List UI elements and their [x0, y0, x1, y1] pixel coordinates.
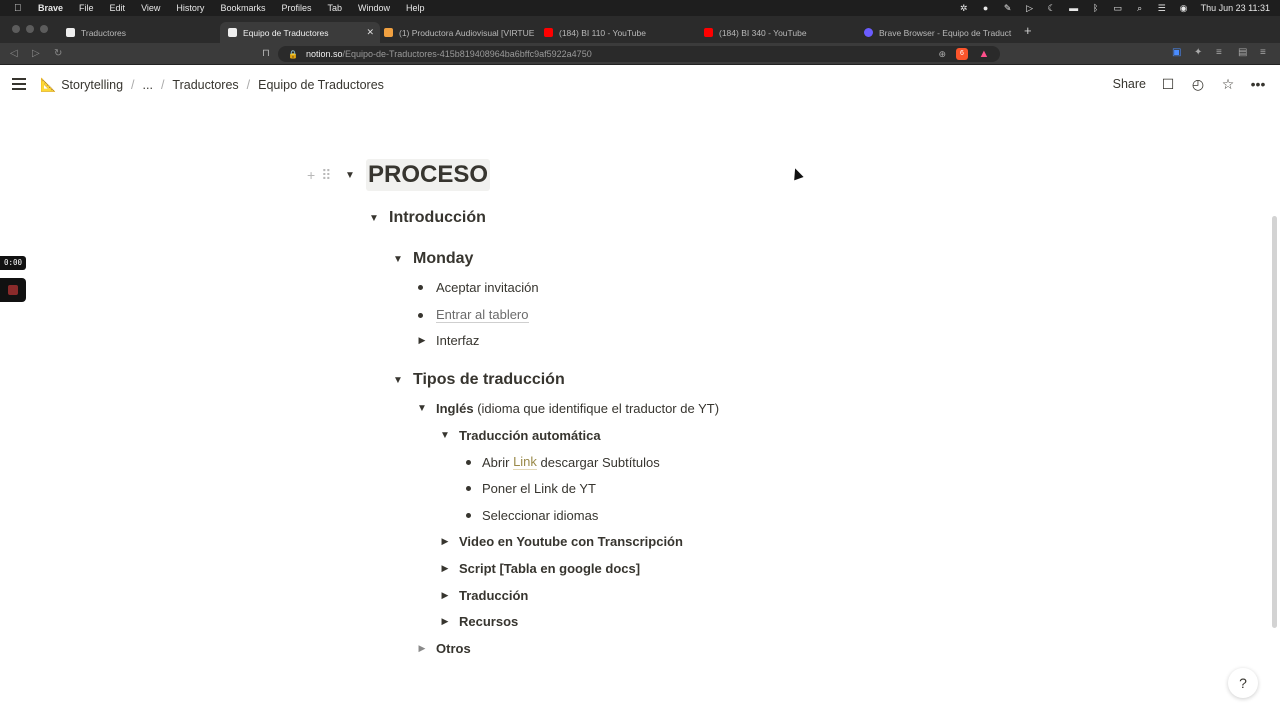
list-item [418, 280, 539, 295]
lock-icon: 🔒 [288, 49, 298, 59]
toggle-video-youtube [439, 534, 683, 549]
toggle-triangle-icon[interactable]: ▼ [393, 253, 403, 265]
menu-app-name[interactable]: Brave [38, 3, 64, 13]
heading-text[interactable]: Introducción [389, 209, 486, 226]
breadcrumb-separator: / [160, 78, 165, 92]
list-item-text[interactable]: Aceptar invitación [436, 280, 539, 295]
tab-productora-audiovisual[interactable] [376, 22, 536, 43]
siri-icon[interactable]: ◉ [1179, 3, 1188, 13]
toggle-text[interactable]: Video en Youtube con Transcripción [459, 534, 683, 549]
heading-monday [392, 250, 473, 268]
list-item [418, 307, 529, 323]
zoom-icon[interactable]: ⊕ [938, 48, 946, 59]
menu-icon[interactable]: ≡ [1260, 47, 1266, 58]
gear-icon[interactable]: ✲ [959, 3, 968, 13]
toggle-collapsed-icon[interactable]: ▶ [441, 536, 449, 546]
add-block-icon[interactable]: + [307, 167, 316, 183]
moon-icon[interactable]: ☾ [1047, 3, 1056, 13]
bookmark-icon[interactable]: ⊓ [262, 48, 270, 59]
play-icon[interactable]: ▷ [1026, 3, 1034, 13]
breadcrumb-separator: / [246, 78, 251, 92]
toggle-collapsed-icon[interactable]: ▶ [441, 563, 449, 573]
breadcrumb-ellipsis[interactable]: ... [142, 78, 153, 92]
close-tab-icon[interactable]: ✕ [366, 27, 374, 37]
toggle-text[interactable]: Script [Tabla en google docs] [459, 561, 641, 576]
wallet-icon[interactable]: ▤ [1238, 47, 1248, 58]
search-icon[interactable]: ⌕ [1137, 3, 1143, 13]
tab-strip [0, 16, 1280, 43]
page-link[interactable]: Entrar al tablero [436, 307, 529, 322]
page-emoji-icon: 📐 [40, 77, 57, 92]
tab-label: Brave Browser - Equipo de Traduct [879, 27, 1012, 38]
tab-label: Equipo de Traductores [243, 27, 329, 38]
toggle-text[interactable]: (idioma que identifique el traductor de YT) [473, 401, 720, 416]
list-item-text[interactable]: Abrir [482, 454, 514, 470]
menu-file[interactable]: File [79, 3, 94, 13]
notion-topbar [0, 66, 1280, 104]
youtube-icon [544, 28, 553, 37]
menu-bookmarks[interactable]: Bookmarks [220, 3, 266, 13]
toggle-collapsed-icon[interactable]: ▶ [418, 643, 426, 653]
apple-icon[interactable] [14, 3, 26, 14]
tab-label: (184) BI 110 - YouTube [559, 27, 646, 38]
list-item [466, 481, 596, 496]
tab-equipo-de-traductores[interactable] [220, 22, 380, 43]
toggle-text[interactable]: Recursos [459, 614, 519, 629]
battery-icon[interactable]: ▭ [1113, 3, 1122, 13]
menu-view[interactable]: View [141, 3, 161, 13]
breadcrumb-storytelling[interactable]: Storytelling [61, 78, 124, 92]
toggle-triangle-icon[interactable]: ▼ [393, 374, 403, 386]
translate-icon[interactable]: ▣ [1172, 47, 1182, 58]
forward-icon[interactable]: ▷ [32, 48, 40, 59]
bullet-icon [466, 486, 471, 491]
drag-handle-icon[interactable]: ⠿ [321, 167, 332, 183]
help-button[interactable]: ? [1228, 668, 1258, 698]
breadcrumb-equipo[interactable]: Equipo de Traductores [258, 78, 384, 92]
menu-help[interactable]: Help [406, 3, 425, 13]
zoom-window-button[interactable] [40, 25, 48, 33]
brave-shield-icon[interactable]: 6 [956, 48, 968, 60]
bluetooth-icon[interactable]: ᛒ [1092, 3, 1099, 13]
pen-icon[interactable]: ✎ [1003, 3, 1012, 13]
bullet-icon [466, 513, 471, 518]
breadcrumb-traductores[interactable]: Traductores [172, 78, 239, 92]
link[interactable]: Link [513, 454, 537, 469]
grammarly-icon[interactable]: ● [982, 3, 989, 13]
status-icons [959, 0, 1270, 16]
toggle-text[interactable]: Traducción [459, 588, 529, 603]
extensions-icon[interactable]: ✦ [1194, 47, 1203, 58]
heading-introduccion [368, 209, 486, 227]
macos-menubar [0, 0, 1280, 16]
toggle-script [439, 561, 640, 576]
address-bar-row [0, 43, 1280, 65]
notion-icon [228, 28, 237, 37]
url-path: /Equipo-de-Traductores-415b819408964ba6bffc9af5922a4750 [342, 49, 592, 59]
tab-bi-340-youtube[interactable] [696, 22, 856, 43]
page-title[interactable]: PROCESO [366, 159, 490, 191]
star-icon[interactable]: ☆ [1221, 76, 1235, 92]
heading-proceso [344, 159, 490, 191]
history-clock-icon[interactable]: ◴ [1191, 76, 1205, 92]
toggle-text-bold[interactable]: Inglés [436, 401, 474, 416]
toggle-text[interactable]: Interfaz [436, 333, 480, 348]
tab-label: Traductores [81, 27, 127, 38]
list-item [466, 508, 598, 523]
toggle-collapsed-icon[interactable]: ▶ [441, 590, 449, 600]
list-item-text[interactable]: Poner el Link de YT [482, 481, 596, 496]
menu-tab[interactable]: Tab [327, 3, 342, 13]
toggle-recursos [439, 614, 518, 629]
close-window-button[interactable] [12, 25, 20, 33]
clock[interactable]: Thu Jun 23 11:31 [1200, 3, 1270, 13]
drive-icon [384, 28, 393, 37]
sidebar-toggle-icon[interactable] [12, 78, 26, 90]
new-tab-button[interactable]: + [1024, 23, 1032, 38]
heading-text[interactable]: Tipos de traducción [413, 371, 565, 388]
breadcrumb [40, 77, 384, 93]
toggle-traduccion-automatica [439, 428, 601, 443]
block-handles [307, 167, 331, 184]
toggle-collapsed-icon[interactable]: ▶ [418, 335, 426, 345]
share-button[interactable]: Share [1112, 77, 1146, 91]
toggle-triangle-icon[interactable]: ▼ [440, 430, 450, 441]
reload-icon[interactable]: ↻ [54, 48, 63, 59]
tab-label: (184) BI 340 - YouTube [719, 27, 807, 38]
scrollbar[interactable] [1272, 216, 1277, 628]
menu-window[interactable]: Window [357, 3, 390, 13]
brave-rewards-icon[interactable]: ▲ [978, 48, 990, 60]
topbar-actions [1113, 76, 1266, 92]
toggle-triangle-icon[interactable]: ▼ [369, 212, 379, 224]
tab-traductores[interactable] [58, 22, 218, 43]
toggle-ingles [416, 401, 719, 416]
menu-profiles[interactable]: Profiles [281, 3, 312, 13]
control-center-icon[interactable]: ☰ [1157, 3, 1166, 13]
list-item [466, 454, 660, 470]
recording-timer: 0:00 [0, 256, 26, 270]
comment-icon[interactable]: ☐ [1161, 76, 1175, 92]
flag-icon[interactable]: ▬ [1069, 3, 1079, 13]
youtube-icon [704, 28, 713, 37]
page-content [0, 104, 1280, 720]
back-icon[interactable]: ◁ [10, 48, 18, 59]
toggle-interfaz [416, 333, 479, 348]
notion-icon [66, 28, 75, 37]
toggle-collapsed-icon[interactable]: ▶ [441, 616, 449, 626]
menu-edit[interactable]: Edit [109, 3, 126, 13]
toggle-traduccion [439, 588, 528, 603]
toggle-text[interactable]: Otros [436, 641, 471, 656]
toggle-otros [416, 641, 471, 656]
url-field[interactable] [278, 46, 1000, 62]
window-controls [12, 25, 48, 33]
minimize-window-button[interactable] [26, 25, 34, 33]
heading-text[interactable]: Monday [413, 250, 474, 267]
toggle-triangle-icon[interactable]: ▼ [417, 403, 427, 414]
breadcrumb-separator: / [131, 78, 135, 92]
more-icon[interactable]: ••• [1250, 76, 1266, 92]
menu-history[interactable]: History [176, 3, 205, 13]
toggle-text[interactable]: Traducción automática [459, 428, 601, 443]
bullet-icon [466, 460, 471, 465]
tab-brave-browser[interactable] [856, 22, 1016, 43]
reading-list-icon[interactable]: ≡ [1216, 47, 1222, 58]
list-item-text[interactable]: descargar Subtítulos [536, 454, 660, 470]
tab-bi-110-youtube[interactable] [536, 22, 696, 43]
tab-label: (1) Productora Audiovisual [VIRTUE [399, 27, 535, 38]
list-item-text[interactable]: Seleccionar idiomas [482, 508, 599, 523]
bullet-icon [418, 285, 423, 290]
toggle-triangle-icon[interactable]: ▼ [345, 169, 355, 181]
url-host: notion.so [305, 49, 343, 59]
brave-icon [864, 28, 873, 37]
heading-tipos [392, 371, 565, 389]
bullet-icon [418, 313, 423, 318]
